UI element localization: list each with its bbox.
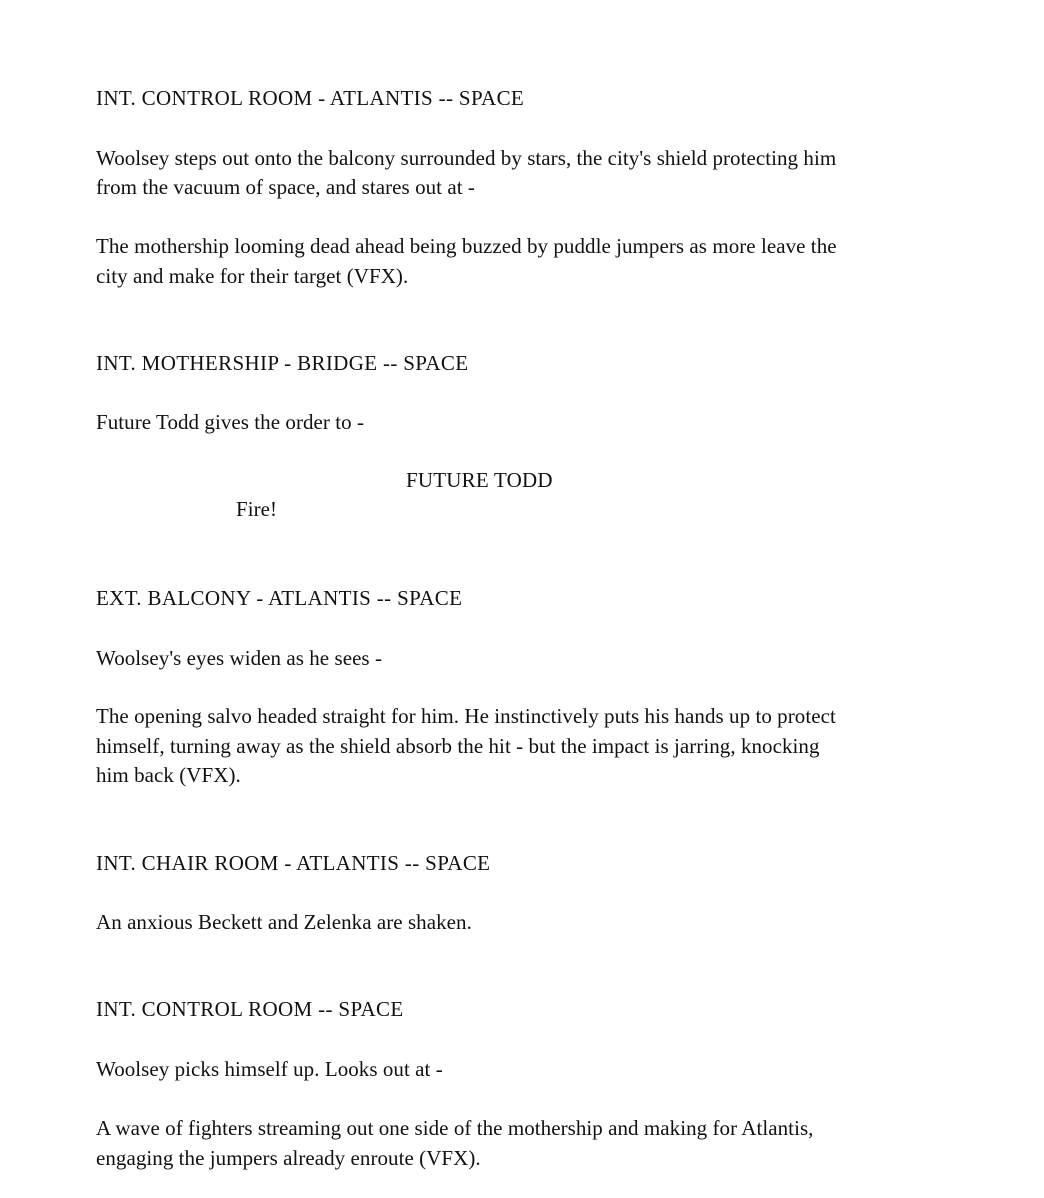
action-line: A wave of fighters streaming out one side of the mothership and making for Atlantis, [96,1116,814,1140]
dialogue-line: Fire! [236,497,278,521]
action-line: Woolsey steps out onto the balcony surrounded by stars, the city's shield protecting him [96,146,837,170]
scene-heading: INT. CHAIR ROOM - ATLANTIS -- SPACE [96,851,491,875]
scene-heading: INT. MOTHERSHIP - BRIDGE -- SPACE [96,351,469,375]
action-line: Future Todd gives the order to - [96,410,365,434]
action-line: himself, turning away as the shield absorb the hit - but the impact is jarring, knocking [96,734,820,758]
action-line: engaging the jumpers already enroute (VFX). [96,1146,481,1170]
scene-heading: INT. CONTROL ROOM -- SPACE [96,997,404,1021]
action-line: Woolsey picks himself up. Looks out at - [96,1057,443,1081]
action-line: him back (VFX). [96,763,241,787]
scene-heading: INT. CONTROL ROOM - ATLANTIS -- SPACE [96,86,525,110]
action-line: from the vacuum of space, and stares out at - [96,175,475,199]
scene-heading: EXT. BALCONY - ATLANTIS -- SPACE [96,586,463,610]
character-name: FUTURE TODD [406,468,553,492]
action-line: An anxious Beckett and Zelenka are shaken. [96,910,472,934]
action-line: Woolsey's eyes widen as he sees - [96,646,383,670]
action-line: The opening salvo headed straight for him. He instinctively puts his hands up to protect [96,704,836,728]
action-line: city and make for their target (VFX). [96,264,409,288]
action-line: The mothership looming dead ahead being buzzed by puddle jumpers as more leave the [96,234,837,258]
